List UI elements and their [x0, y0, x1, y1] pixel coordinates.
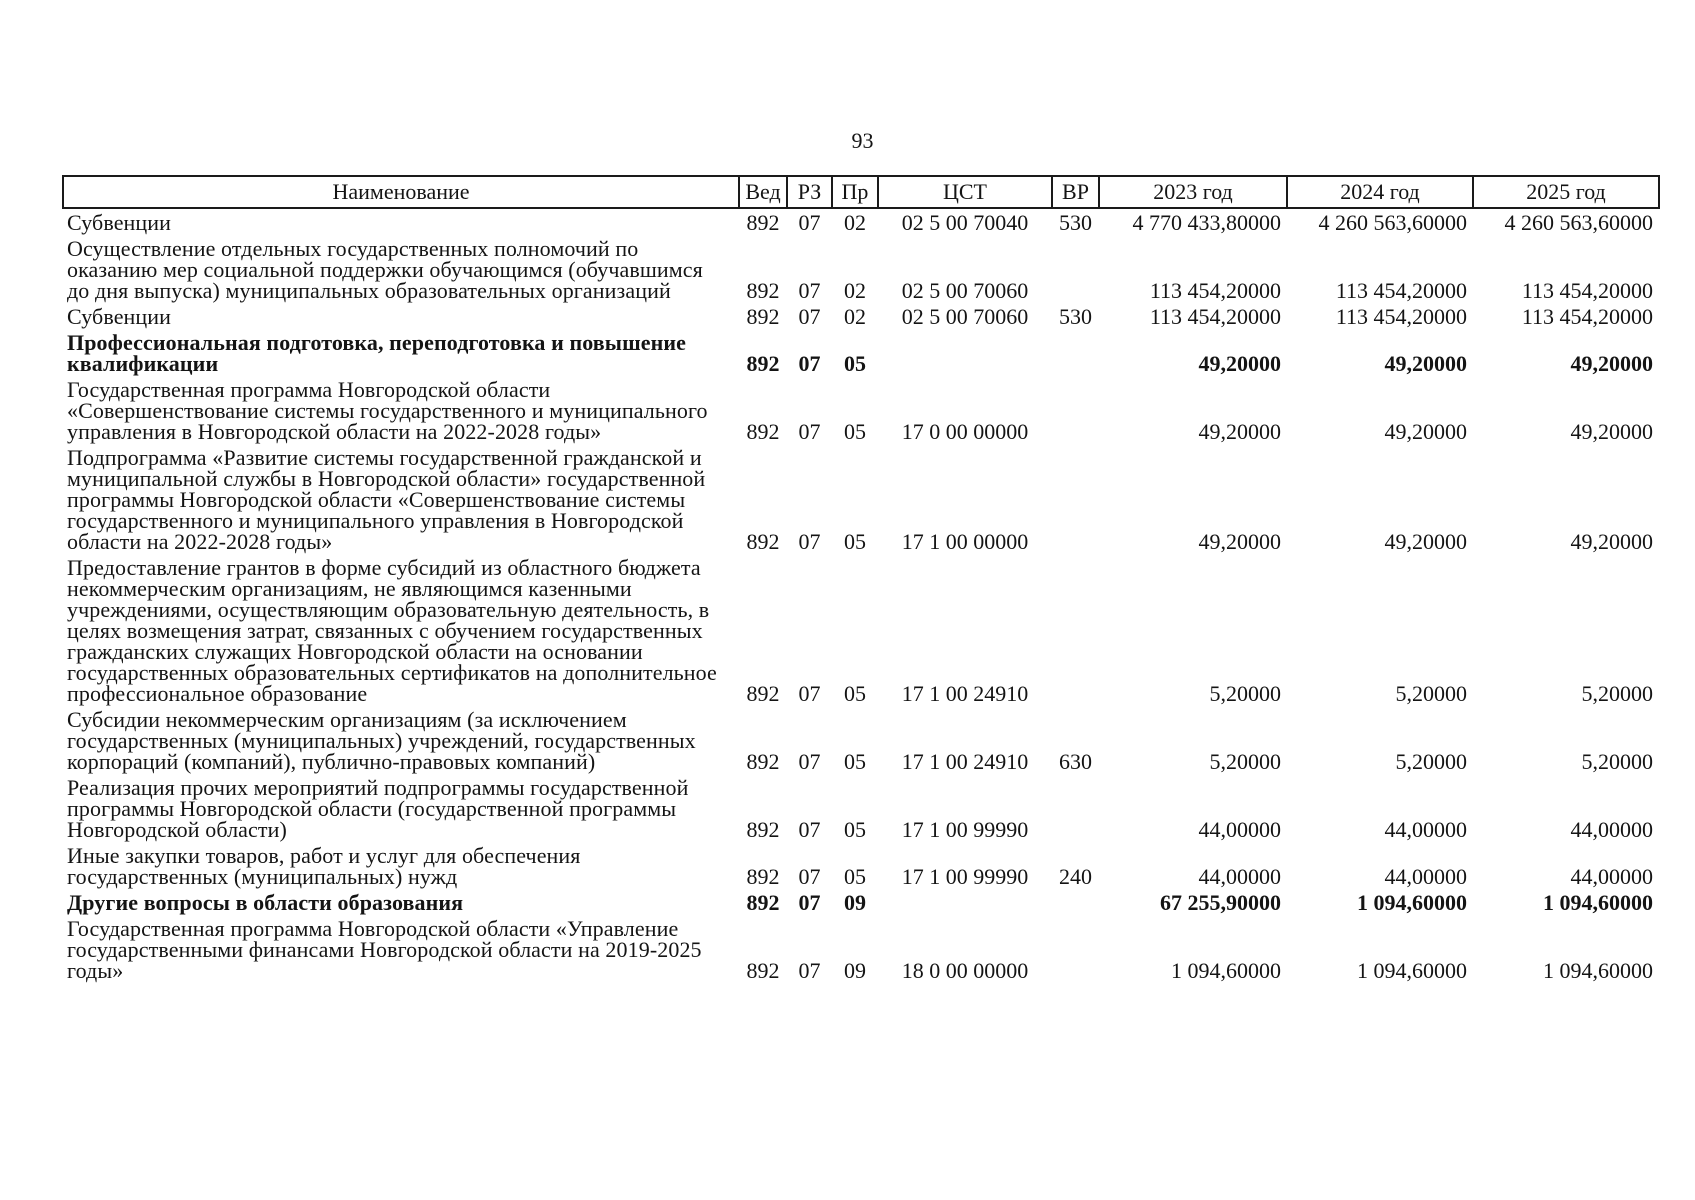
row-rz: 07 [798, 210, 821, 235]
row-pr: 02 [844, 304, 866, 329]
row-ved: 892 [746, 351, 780, 376]
row-2025: 5,20000 [1581, 681, 1653, 706]
table-row [63, 238, 1659, 306]
header-2024: 2024 год [1287, 176, 1473, 208]
row-2024: 49,20000 [1384, 351, 1467, 376]
row-2025: 44,00000 [1570, 864, 1653, 889]
row-2024: 1 094,60000 [1357, 890, 1467, 915]
row-2024: 4 260 563,60000 [1318, 210, 1467, 235]
row-pr: 05 [844, 351, 866, 376]
row-rz: 07 [798, 890, 821, 915]
row-rz: 07 [798, 864, 821, 889]
row-ved: 892 [746, 529, 780, 554]
row-rz: 07 [798, 958, 821, 983]
row-2023: 4 770 433,80000 [1132, 210, 1281, 235]
row-2024: 1 094,60000 [1357, 958, 1467, 983]
row-2025: 49,20000 [1570, 419, 1653, 444]
row-2024: 5,20000 [1395, 749, 1467, 774]
row-pr: 05 [844, 681, 866, 706]
row-cst: 17 1 00 00000 [901, 529, 1029, 554]
row-ved: 892 [746, 749, 780, 774]
header-pr: Пр [832, 176, 878, 208]
row-pr: 05 [844, 419, 866, 444]
row-2025: 113 454,20000 [1521, 278, 1653, 303]
budget-table [62, 175, 1660, 986]
header-name: Наименование [63, 176, 739, 208]
table-row-section [63, 892, 1659, 918]
row-2025: 113 454,20000 [1521, 304, 1653, 329]
row-name: Осуществление отдельных государственных полномочий по оказанию мер социальной поддержки обучающимся (обучавшимся до дня выпуска) муниципальных образовательных организаций [67, 236, 703, 303]
row-pr: 02 [844, 210, 866, 235]
row-vr: 530 [1059, 210, 1092, 235]
row-name: Государственная программа Новгородской области «Совершенствование системы государственного и муниципального управления в Новгородской области на 2022-2028 годы» [67, 377, 708, 444]
row-2024: 44,00000 [1384, 817, 1467, 842]
row-cst: 02 5 00 70040 [901, 210, 1029, 235]
row-2024: 113 454,20000 [1335, 304, 1467, 329]
table-row [63, 208, 1659, 238]
row-vr [1052, 777, 1099, 845]
row-2023: 5,20000 [1209, 681, 1281, 706]
row-rz: 07 [798, 278, 821, 303]
row-2024: 5,20000 [1395, 681, 1467, 706]
row-cst [878, 332, 1052, 379]
row-ved: 892 [746, 419, 780, 444]
row-2025: 4 260 563,60000 [1504, 210, 1653, 235]
row-2023: 5,20000 [1209, 749, 1281, 774]
table-row [63, 777, 1659, 845]
row-ved: 892 [746, 958, 780, 983]
row-vr [1052, 447, 1099, 557]
row-2025: 44,00000 [1570, 817, 1653, 842]
row-vr: 240 [1059, 864, 1092, 889]
row-rz: 07 [798, 529, 821, 554]
row-cst: 17 1 00 24910 [901, 749, 1029, 774]
row-2025: 1 094,60000 [1543, 958, 1653, 983]
table-row [63, 918, 1659, 986]
row-2025: 5,20000 [1581, 749, 1653, 774]
row-pr: 05 [844, 749, 866, 774]
row-name: Субвенции [67, 210, 172, 235]
table-row [63, 379, 1659, 447]
row-ved: 892 [746, 890, 780, 915]
row-cst: 18 0 00 00000 [901, 958, 1029, 983]
row-vr [1052, 892, 1099, 918]
row-rz: 07 [798, 304, 821, 329]
row-2025: 49,20000 [1570, 351, 1653, 376]
row-ved: 892 [746, 210, 780, 235]
row-2024: 49,20000 [1384, 419, 1467, 444]
row-cst: 02 5 00 70060 [901, 304, 1029, 329]
row-name: Субвенции [67, 304, 172, 329]
row-cst: 17 0 00 00000 [901, 419, 1029, 444]
row-2023: 67 255,90000 [1160, 890, 1281, 915]
row-ved: 892 [746, 864, 780, 889]
header-vr: ВР [1052, 176, 1099, 208]
row-pr: 09 [844, 958, 866, 983]
row-rz: 07 [798, 419, 821, 444]
row-ved: 892 [746, 817, 780, 842]
row-name: Государственная программа Новгородской области «Управление государственными финансами Новгородской области на 2019-2025 годы» [67, 916, 702, 983]
row-cst: 17 1 00 99990 [901, 817, 1029, 842]
row-pr: 05 [844, 817, 866, 842]
row-pr: 05 [844, 529, 866, 554]
row-rz: 07 [798, 351, 821, 376]
row-ved: 892 [746, 304, 780, 329]
table-row [63, 845, 1659, 892]
row-2024: 49,20000 [1384, 529, 1467, 554]
row-2025: 49,20000 [1570, 529, 1653, 554]
row-vr [1052, 557, 1099, 709]
page-number: 93 [851, 128, 874, 153]
row-ved: 892 [746, 681, 780, 706]
row-2023: 44,00000 [1198, 817, 1281, 842]
row-name: Профессиональная подготовка, переподготовка и повышение квалификации [67, 330, 687, 376]
row-2023: 49,20000 [1198, 419, 1281, 444]
table-row-section [63, 332, 1659, 379]
row-2025: 1 094,60000 [1543, 890, 1653, 915]
header-2025: 2025 год [1473, 176, 1659, 208]
row-name: Подпрограмма «Развитие системы государственной гражданской и муниципальной службы в Новгородской области» государственной программы Новгородской области «Совершенствование системы государственного и муниципального управления в Новгородской области на 2022-2028 годы» [67, 445, 706, 554]
header-rz: РЗ [787, 176, 832, 208]
row-ved: 892 [746, 278, 780, 303]
row-rz: 07 [798, 817, 821, 842]
row-2023: 49,20000 [1198, 351, 1281, 376]
row-cst: 02 5 00 70060 [901, 278, 1029, 303]
header-cst: ЦСТ [878, 176, 1052, 208]
row-2023: 49,20000 [1198, 529, 1281, 554]
table-row [63, 557, 1659, 709]
row-2023: 1 094,60000 [1171, 958, 1281, 983]
row-vr [1052, 918, 1099, 986]
row-rz: 07 [798, 681, 821, 706]
row-pr: 09 [844, 890, 866, 915]
row-name: Предоставление грантов в форме субсидий из областного бюджета некоммерческим организациям, не являющимся казенными учреждениями, осуществляющим образовательную деятельность, в целях возмещения затрат, связанных с обучением государственных гражданских служащих Новгородской области на основании государственных образовательных сертификатов на дополнительное профессиональное образование [67, 555, 717, 706]
row-2024: 113 454,20000 [1335, 278, 1467, 303]
row-rz: 07 [798, 749, 821, 774]
row-2023: 44,00000 [1198, 864, 1281, 889]
row-vr: 630 [1059, 749, 1092, 774]
header-2023: 2023 год [1099, 176, 1287, 208]
row-name: Иные закупки товаров, работ и услуг для обеспечения государственных (муниципальных) нужд [67, 843, 581, 889]
row-2024: 44,00000 [1384, 864, 1467, 889]
row-2023: 113 454,20000 [1149, 304, 1281, 329]
row-name: Другие вопросы в области образования [67, 890, 464, 915]
row-name: Реализация прочих мероприятий подпрограммы государственной программы Новгородской области (государственной программы Новгородской области) [67, 775, 689, 842]
table-header-row [63, 176, 1659, 208]
row-name: Субсидии некоммерческим организациям (за исключением государственных (муниципальных) учреждений, государственных корпораций (компаний), публично-правовых компаний) [67, 707, 696, 774]
row-vr [1052, 332, 1099, 379]
row-cst [878, 892, 1052, 918]
row-cst: 17 1 00 99990 [901, 864, 1029, 889]
row-vr [1052, 238, 1099, 306]
table-row [63, 709, 1659, 777]
row-vr [1052, 379, 1099, 447]
row-pr: 05 [844, 864, 866, 889]
row-pr: 02 [844, 278, 866, 303]
row-cst: 17 1 00 24910 [901, 681, 1029, 706]
row-vr: 530 [1059, 304, 1092, 329]
table-row [63, 447, 1659, 557]
row-2023: 113 454,20000 [1149, 278, 1281, 303]
header-ved: Вед [739, 176, 787, 208]
table-row [63, 306, 1659, 332]
